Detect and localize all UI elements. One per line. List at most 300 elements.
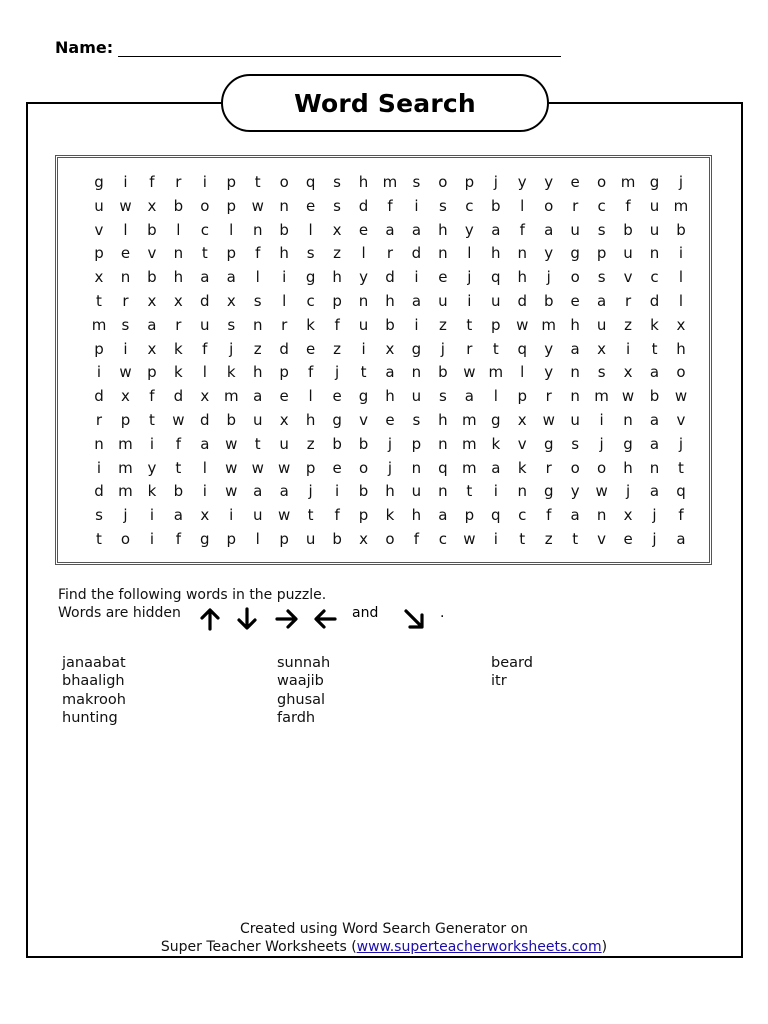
grid-letter[interactable]: z — [333, 244, 342, 263]
grid-letter[interactable]: f — [678, 506, 684, 525]
grid-letter[interactable]: p — [226, 530, 237, 548]
grid-letter[interactable]: n — [649, 458, 660, 477]
grid-letter[interactable]: t — [519, 530, 526, 548]
grid-letter[interactable]: j — [229, 339, 234, 358]
grid-letter[interactable]: p — [94, 244, 104, 263]
grid-letter[interactable]: s — [412, 173, 421, 191]
grid-letter[interactable]: y — [517, 173, 527, 191]
grid-letter[interactable]: g — [543, 434, 554, 453]
grid-letter[interactable]: w — [278, 458, 291, 477]
grid-letter[interactable]: x — [147, 339, 157, 358]
grid-letter[interactable]: o — [120, 530, 131, 548]
grid-letter[interactable]: m — [620, 173, 636, 191]
grid-letter[interactable]: h — [173, 268, 184, 287]
grid-letter[interactable]: m — [382, 173, 398, 191]
grid-letter[interactable]: b — [676, 220, 686, 239]
grid-letter[interactable]: c — [200, 220, 209, 239]
grid-letter[interactable]: p — [517, 387, 528, 406]
grid-letter[interactable]: h — [491, 244, 501, 263]
grid-letter[interactable]: l — [202, 363, 207, 382]
grid-letter[interactable]: g — [543, 482, 554, 501]
grid-letter[interactable]: m — [118, 434, 133, 453]
grid-letter[interactable]: b — [147, 268, 157, 287]
grid-letter[interactable]: t — [307, 506, 314, 525]
grid-letter[interactable]: z — [333, 339, 342, 358]
grid-letter[interactable]: f — [625, 196, 631, 215]
grid-letter[interactable]: y — [544, 173, 554, 191]
grid-letter[interactable]: s — [438, 196, 447, 215]
grid-letter[interactable]: i — [467, 292, 472, 310]
grid-letter[interactable]: a — [491, 220, 501, 239]
grid-letter[interactable]: n — [623, 411, 633, 429]
grid-letter[interactable]: m — [462, 411, 477, 429]
grid-letter[interactable]: e — [570, 173, 580, 191]
grid-letter[interactable]: m — [462, 434, 477, 453]
grid-letter[interactable]: y — [147, 458, 157, 477]
grid-letter[interactable]: t — [148, 411, 155, 429]
grid-letter[interactable]: f — [175, 434, 181, 453]
grid-letter[interactable]: x — [385, 339, 395, 358]
grid-letter[interactable]: i — [123, 173, 128, 191]
grid-letter[interactable]: i — [202, 173, 207, 191]
grid-letter[interactable]: k — [650, 315, 659, 334]
grid-letter[interactable]: a — [226, 268, 236, 287]
grid-letter[interactable]: v — [623, 268, 633, 287]
grid-letter[interactable]: b — [226, 411, 237, 429]
grid-letter[interactable]: o — [570, 268, 580, 287]
grid-letter[interactable]: h — [385, 482, 395, 501]
grid-letter[interactable]: r — [386, 244, 394, 263]
grid-letter[interactable]: a — [649, 434, 660, 453]
grid-letter[interactable]: w — [225, 482, 238, 501]
grid-letter[interactable]: b — [279, 220, 289, 239]
grid-letter[interactable]: n — [252, 315, 263, 334]
grid-letter[interactable]: t — [175, 458, 182, 477]
grid-letter[interactable]: a — [649, 482, 660, 501]
grid-letter[interactable]: i — [229, 506, 234, 525]
grid-letter[interactable]: k — [147, 482, 157, 501]
footer-link[interactable]: www.superteacherworksheets.com — [356, 939, 602, 955]
grid-letter[interactable]: d — [358, 196, 369, 215]
grid-letter[interactable]: t — [572, 530, 579, 548]
grid-letter[interactable]: l — [255, 530, 260, 548]
grid-letter[interactable]: b — [543, 292, 554, 310]
grid-letter[interactable]: b — [358, 482, 369, 501]
grid-letter[interactable]: o — [438, 173, 448, 191]
grid-letter[interactable]: z — [438, 315, 447, 334]
grid-letter[interactable]: g — [570, 244, 580, 263]
grid-letter[interactable]: k — [491, 434, 501, 453]
grid-letter[interactable]: i — [202, 482, 207, 501]
grid-letter[interactable]: f — [255, 244, 261, 263]
grid-letter[interactable]: j — [652, 530, 657, 548]
grid-letter[interactable]: p — [305, 458, 316, 477]
grid-letter[interactable]: q — [491, 268, 501, 287]
grid-letter[interactable]: j — [387, 434, 393, 453]
grid-letter[interactable]: k — [174, 363, 183, 382]
grid-letter[interactable]: y — [544, 339, 554, 358]
grid-letter[interactable]: v — [517, 434, 527, 453]
grid-letter[interactable]: o — [570, 458, 580, 477]
grid-letter[interactable]: p — [332, 292, 342, 310]
grid-letter[interactable]: j — [678, 434, 684, 453]
grid-letter[interactable]: a — [570, 339, 580, 358]
grid-letter[interactable]: c — [306, 292, 315, 310]
grid-letter[interactable]: b — [173, 482, 184, 501]
grid-letter[interactable]: h — [517, 268, 527, 287]
grid-letter[interactable]: n — [279, 196, 289, 215]
grid-letter[interactable]: p — [226, 244, 237, 263]
grid-letter[interactable]: o — [597, 458, 607, 477]
grid-letter[interactable]: h — [385, 387, 395, 406]
grid-letter[interactable]: z — [624, 315, 632, 334]
grid-letter[interactable]: l — [255, 268, 260, 287]
grid-letter[interactable]: i — [149, 530, 154, 548]
grid-letter[interactable]: q — [517, 339, 528, 358]
grid-letter[interactable]: h — [411, 506, 422, 525]
grid-letter[interactable]: k — [306, 315, 315, 334]
grid-letter[interactable]: p — [464, 506, 475, 525]
grid-letter[interactable]: x — [332, 220, 342, 239]
grid-letter[interactable]: n — [411, 458, 422, 477]
grid-letter[interactable]: y — [359, 268, 368, 287]
grid-letter[interactable]: u — [252, 411, 263, 429]
grid-letter[interactable]: c — [650, 268, 659, 287]
grid-letter[interactable]: s — [597, 220, 606, 239]
grid-letter[interactable]: m — [223, 387, 239, 406]
grid-letter[interactable]: r — [466, 339, 473, 358]
grid-letter[interactable]: t — [360, 363, 367, 382]
grid-letter[interactable]: x — [279, 411, 289, 429]
grid-letter[interactable]: w — [172, 411, 185, 429]
grid-letter[interactable]: o — [279, 173, 289, 191]
grid-letter[interactable]: w — [119, 363, 132, 382]
grid-letter[interactable]: r — [572, 196, 579, 215]
grid-letter[interactable]: s — [306, 244, 315, 263]
grid-letter[interactable]: i — [414, 268, 419, 287]
grid-letter[interactable]: v — [676, 411, 686, 429]
grid-letter[interactable]: z — [544, 530, 553, 548]
grid-letter[interactable]: d — [649, 292, 660, 310]
grid-letter[interactable]: n — [438, 482, 448, 501]
grid-letter[interactable]: b — [438, 363, 448, 382]
grid-letter[interactable]: i — [123, 339, 128, 358]
grid-letter[interactable]: k — [174, 339, 183, 358]
grid-letter[interactable]: u — [411, 482, 422, 501]
grid-letter[interactable]: a — [200, 268, 210, 287]
grid-letter[interactable]: t — [96, 530, 102, 548]
grid-letter[interactable]: h — [570, 315, 580, 334]
grid-letter[interactable]: a — [464, 387, 474, 406]
grid-letter[interactable]: f — [546, 506, 552, 525]
grid-letter[interactable]: u — [305, 530, 316, 548]
grid-letter[interactable]: j — [387, 458, 393, 477]
grid-letter[interactable]: n — [252, 220, 263, 239]
grid-letter[interactable]: g — [332, 411, 342, 429]
grid-letter[interactable]: a — [597, 292, 607, 310]
grid-letter[interactable]: p — [226, 173, 237, 191]
grid-letter[interactable]: m — [462, 458, 477, 477]
name-line[interactable] — [118, 56, 561, 57]
grid-letter[interactable]: l — [678, 292, 684, 310]
grid-letter[interactable]: q — [305, 173, 316, 191]
grid-letter[interactable]: u — [570, 411, 580, 429]
grid-letter[interactable]: a — [253, 387, 263, 406]
grid-letter[interactable]: r — [95, 411, 103, 429]
grid-letter[interactable]: m — [488, 363, 504, 382]
grid-letter[interactable]: f — [519, 220, 525, 239]
grid-letter[interactable]: t — [96, 292, 102, 310]
grid-letter[interactable]: i — [414, 196, 419, 215]
grid-letter[interactable]: r — [175, 315, 182, 334]
grid-letter[interactable]: f — [307, 363, 314, 382]
grid-letter[interactable]: e — [623, 530, 633, 548]
grid-letter[interactable]: i — [149, 434, 154, 453]
grid-letter[interactable]: i — [334, 482, 340, 501]
grid-letter[interactable]: b — [332, 434, 342, 453]
grid-letter[interactable]: s — [333, 196, 341, 215]
grid-letter[interactable]: n — [173, 244, 184, 263]
grid-letter[interactable]: u — [649, 196, 660, 215]
grid-letter[interactable]: x — [121, 387, 130, 406]
grid-letter[interactable]: h — [358, 173, 369, 191]
grid-letter[interactable]: x — [200, 387, 210, 406]
grid-letter[interactable]: s — [571, 434, 580, 453]
grid-letter[interactable]: e — [306, 196, 316, 215]
grid-letter[interactable]: n — [649, 244, 660, 263]
grid-letter[interactable]: u — [358, 315, 369, 334]
grid-letter[interactable]: o — [676, 363, 686, 382]
grid-letter[interactable]: h — [305, 411, 316, 429]
grid-letter[interactable]: k — [226, 363, 236, 382]
grid-letter[interactable]: i — [414, 315, 419, 334]
grid-letter[interactable]: b — [649, 387, 660, 406]
grid-letter[interactable]: g — [491, 411, 501, 429]
grid-letter[interactable]: i — [149, 506, 154, 525]
grid-letter[interactable]: a — [147, 315, 157, 334]
grid-letter[interactable]: f — [387, 196, 393, 215]
grid-letter[interactable]: a — [385, 363, 395, 382]
grid-letter[interactable]: t — [254, 434, 261, 453]
grid-letter[interactable]: j — [546, 268, 551, 287]
grid-letter[interactable]: m — [91, 315, 107, 334]
grid-letter[interactable]: l — [493, 387, 498, 406]
grid-letter[interactable]: u — [491, 292, 501, 310]
grid-letter[interactable]: a — [676, 530, 686, 548]
grid-letter[interactable]: a — [173, 506, 183, 525]
grid-letter[interactable]: j — [123, 506, 128, 525]
grid-letter[interactable]: e — [385, 411, 395, 429]
grid-letter[interactable]: a — [279, 482, 289, 501]
grid-letter[interactable]: l — [123, 220, 128, 239]
grid-letter[interactable]: j — [652, 506, 657, 525]
grid-letter[interactable]: f — [413, 530, 420, 548]
grid-letter[interactable]: e — [570, 292, 580, 310]
grid-letter[interactable]: w — [225, 458, 238, 477]
grid-letter[interactable]: m — [541, 315, 557, 334]
grid-letter[interactable]: p — [279, 363, 289, 382]
grid-letter[interactable]: h — [438, 411, 448, 429]
grid-letter[interactable]: d — [200, 411, 210, 429]
grid-letter[interactable]: u — [623, 244, 633, 263]
grid-letter[interactable]: i — [282, 268, 287, 287]
grid-letter[interactable]: j — [678, 173, 684, 191]
grid-letter[interactable]: a — [438, 506, 448, 525]
grid-letter[interactable]: o — [544, 196, 554, 215]
grid-letter[interactable]: j — [467, 268, 472, 287]
grid-letter[interactable]: j — [308, 482, 313, 501]
grid-letter[interactable]: k — [385, 506, 395, 525]
grid-letter[interactable]: j — [493, 173, 498, 191]
grid-letter[interactable]: n — [570, 363, 580, 382]
grid-letter[interactable]: t — [492, 339, 499, 358]
grid-letter[interactable]: d — [94, 387, 104, 406]
grid-letter[interactable]: p — [120, 411, 131, 429]
grid-letter[interactable]: n — [438, 434, 448, 453]
grid-letter[interactable]: e — [332, 387, 342, 406]
grid-letter[interactable]: a — [385, 220, 395, 239]
grid-letter[interactable]: x — [226, 292, 236, 310]
grid-letter[interactable]: x — [623, 506, 633, 525]
grid-letter[interactable]: n — [570, 387, 580, 406]
grid-letter[interactable]: q — [491, 506, 501, 525]
grid-letter[interactable]: m — [594, 387, 609, 406]
grid-letter[interactable]: r — [122, 292, 129, 310]
grid-letter[interactable]: e — [332, 458, 342, 477]
grid-letter[interactable]: c — [518, 506, 527, 525]
grid-letter[interactable]: g — [200, 530, 210, 548]
grid-letter[interactable]: n — [517, 244, 527, 263]
grid-letter[interactable]: a — [570, 506, 580, 525]
grid-letter[interactable]: a — [649, 411, 660, 429]
grid-letter[interactable]: l — [308, 387, 313, 406]
grid-letter[interactable]: s — [253, 292, 262, 310]
grid-letter[interactable]: a — [649, 363, 660, 382]
grid-letter[interactable]: w — [463, 530, 476, 548]
grid-letter[interactable]: b — [147, 220, 157, 239]
grid-letter[interactable]: w — [251, 196, 264, 215]
grid-letter[interactable]: e — [279, 387, 289, 406]
grid-letter[interactable]: p — [226, 196, 237, 215]
grid-letter[interactable]: r — [281, 315, 288, 334]
grid-letter[interactable]: t — [678, 458, 684, 477]
grid-letter[interactable]: i — [625, 339, 631, 358]
grid-letter[interactable]: w — [621, 387, 635, 406]
grid-letter[interactable]: s — [438, 387, 447, 406]
grid-letter[interactable]: h — [279, 244, 289, 263]
grid-letter[interactable]: s — [227, 315, 236, 334]
grid-letter[interactable]: v — [359, 411, 368, 429]
grid-letter[interactable]: i — [96, 458, 102, 477]
grid-letter[interactable]: a — [411, 292, 422, 310]
grid-letter[interactable]: r — [545, 387, 552, 406]
grid-letter[interactable]: u — [200, 315, 210, 334]
grid-letter[interactable]: n — [94, 434, 104, 453]
grid-letter[interactable]: b — [623, 220, 633, 239]
grid-letter[interactable]: i — [493, 530, 498, 548]
grid-letter[interactable]: u — [438, 292, 448, 310]
grid-letter[interactable]: s — [333, 173, 341, 191]
grid-letter[interactable]: c — [597, 196, 606, 215]
grid-letter[interactable]: g — [411, 339, 422, 358]
grid-letter[interactable]: r — [175, 173, 182, 191]
grid-letter[interactable]: t — [201, 244, 208, 263]
grid-letter[interactable]: m — [673, 196, 689, 215]
grid-letter[interactable]: r — [545, 458, 552, 477]
grid-letter[interactable]: v — [597, 530, 607, 548]
grid-letter[interactable]: l — [520, 363, 525, 382]
grid-letter[interactable]: f — [334, 506, 340, 525]
grid-letter[interactable]: v — [94, 220, 104, 239]
grid-letter[interactable]: s — [597, 268, 606, 287]
grid-letter[interactable]: d — [411, 244, 422, 263]
grid-letter[interactable]: n — [517, 482, 527, 501]
grid-letter[interactable]: w — [595, 482, 608, 501]
grid-letter[interactable]: p — [464, 173, 475, 191]
grid-letter[interactable]: h — [385, 292, 395, 310]
grid-letter[interactable]: b — [358, 434, 369, 453]
grid-letter[interactable]: e — [358, 220, 369, 239]
grid-letter[interactable]: o — [200, 196, 210, 215]
grid-letter[interactable]: p — [279, 530, 289, 548]
grid-letter[interactable]: p — [94, 339, 104, 358]
grid-letter[interactable]: a — [544, 220, 554, 239]
grid-letter[interactable]: h — [252, 363, 263, 382]
grid-letter[interactable]: n — [411, 363, 422, 382]
grid-letter[interactable]: y — [544, 244, 554, 263]
grid-letter[interactable]: a — [491, 458, 501, 477]
grid-letter[interactable]: t — [651, 339, 658, 358]
grid-letter[interactable]: w — [516, 315, 529, 334]
grid-letter[interactable]: h — [438, 220, 448, 239]
grid-letter[interactable]: w — [225, 434, 238, 453]
grid-letter[interactable]: y — [570, 482, 580, 501]
grid-letter[interactable]: g — [358, 387, 369, 406]
grid-letter[interactable]: l — [176, 220, 181, 239]
grid-letter[interactable]: p — [411, 434, 422, 453]
grid-letter[interactable]: q — [438, 458, 448, 477]
grid-letter[interactable]: x — [517, 411, 527, 429]
grid-letter[interactable]: b — [332, 530, 342, 548]
grid-letter[interactable]: w — [542, 411, 555, 429]
grid-letter[interactable]: l — [282, 292, 287, 310]
grid-letter[interactable]: x — [147, 196, 157, 215]
grid-letter[interactable]: s — [121, 315, 130, 334]
grid-letter[interactable]: t — [254, 173, 261, 191]
grid-letter[interactable]: a — [253, 482, 263, 501]
grid-letter[interactable]: e — [306, 339, 316, 358]
grid-letter[interactable]: f — [334, 315, 340, 334]
grid-letter[interactable]: j — [599, 434, 604, 453]
grid-letter[interactable]: n — [438, 244, 448, 263]
grid-letter[interactable]: q — [676, 482, 686, 501]
grid-letter[interactable]: s — [95, 506, 103, 525]
grid-letter[interactable]: k — [517, 458, 527, 477]
grid-letter[interactable]: l — [467, 244, 472, 263]
grid-letter[interactable]: e — [438, 268, 448, 287]
grid-letter[interactable]: p — [491, 315, 501, 334]
grid-letter[interactable]: b — [491, 196, 501, 215]
grid-letter[interactable]: g — [94, 173, 104, 191]
grid-letter[interactable]: f — [149, 173, 155, 191]
grid-letter[interactable]: d — [173, 387, 184, 406]
grid-letter[interactable]: w — [251, 458, 264, 477]
grid-letter[interactable]: i — [678, 244, 684, 263]
grid-letter[interactable]: i — [599, 411, 604, 429]
grid-letter[interactable]: i — [96, 363, 102, 382]
grid-letter[interactable]: n — [120, 268, 131, 287]
grid-letter[interactable]: x — [676, 315, 686, 334]
